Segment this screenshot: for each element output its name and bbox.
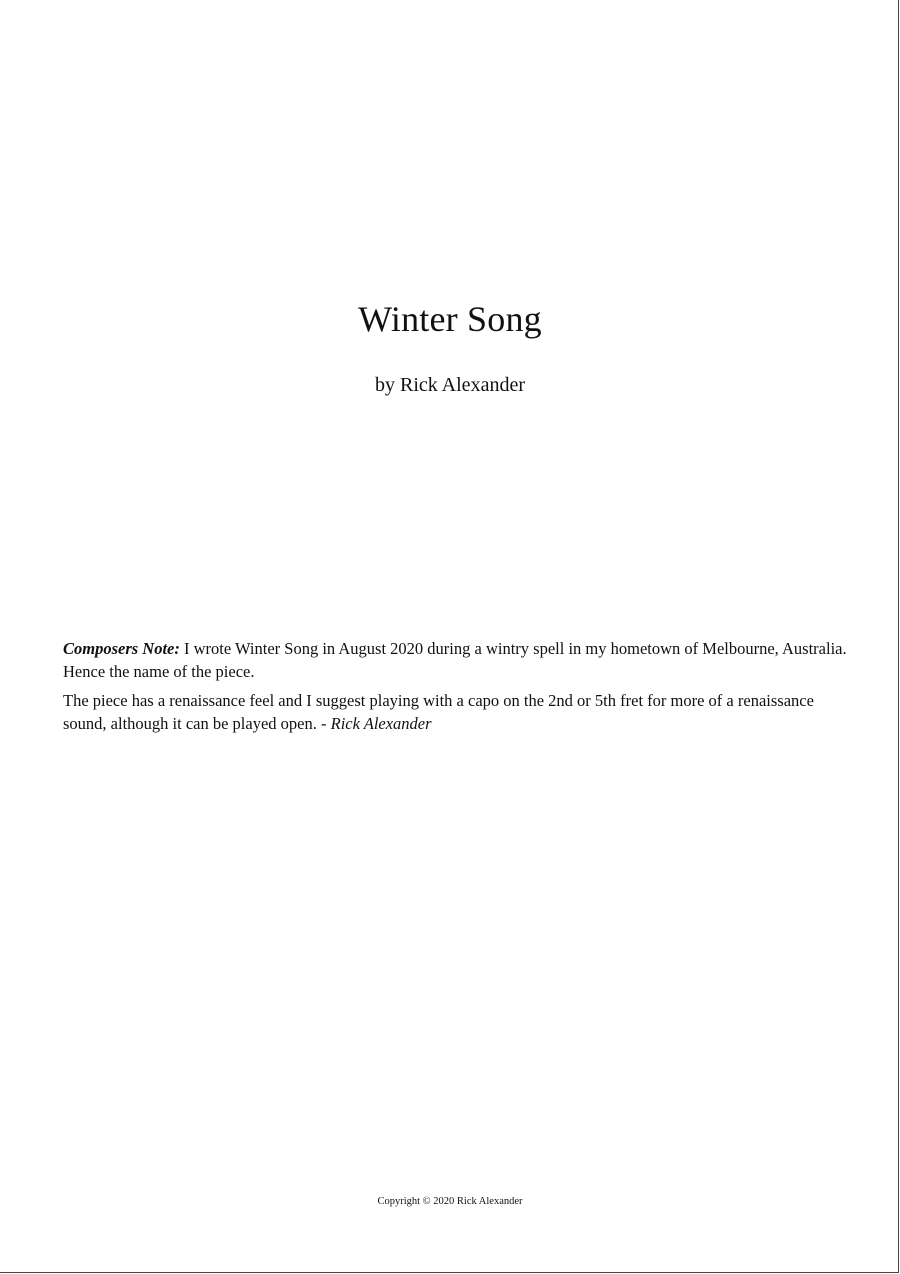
note-label: Composers Note:: [63, 639, 180, 658]
copyright-notice: Copyright © 2020 Rick Alexander: [377, 1196, 523, 1207]
note-signature: Rick Alexander: [330, 714, 432, 733]
composers-note: [63, 637, 853, 741]
note-paragraph-1: [63, 637, 853, 683]
composer-byline: by Rick Alexander: [375, 374, 525, 396]
note-paragraph-2: [63, 689, 853, 735]
note-paragraph-2-text: The piece has a renaissance feel and I suggest playing with a capo on the 2nd or 5th fret for more of a renaissance sound, although it can be played open. -: [63, 691, 814, 733]
document-title: Winter Song: [358, 299, 542, 339]
note-paragraph-1-text: I wrote Winter Song in August 2020 during a wintry spell in my hometown of Melbourne, Australia. Hence the name of the piece.: [63, 639, 847, 681]
